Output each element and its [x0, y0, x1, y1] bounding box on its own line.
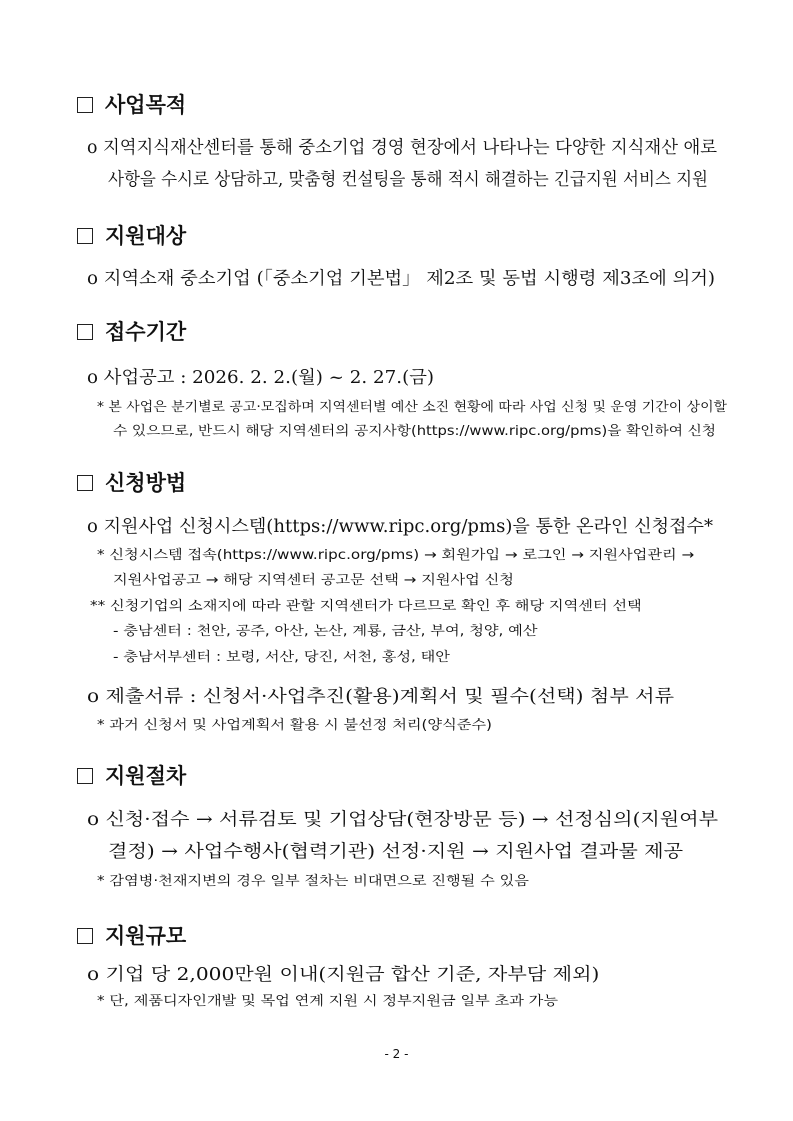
- checkbox-square-icon: [77, 475, 93, 491]
- section-title-period: 접수기간: [77, 318, 186, 346]
- purpose-line-1: o 지역지식재산센터를 통해 중소기업 경영 현장에서 나타나는 다양한 지식재산 애로: [87, 138, 717, 158]
- page-number: - 2 -: [384, 1047, 409, 1061]
- period-note-1: * 본 사업은 분기별로 공고·모집하며 지역센터별 예산 소진 현황에 따라 사업 신청 및 운영 기간이 상이할: [97, 400, 727, 415]
- period-note-2: 수 있으므로, 반드시 해당 지역센터의 공지사항(https://www.ripc.org/pms)을 확인하여 신청: [113, 424, 716, 439]
- method-line-1: o 지원사업 신청시스템(https://www.ripc.org/pms)을 통한 온라인 신청접수*: [87, 517, 713, 537]
- target-line-1: o 지역소재 중소기업 (「중소기업 기본법」 제2조 및 동법 시행령 제3조에 의거): [87, 269, 715, 289]
- section-title-method: 신청방법: [77, 469, 186, 497]
- purpose-line-2: 사항을 수시로 상담하고, 맞춤형 컨설팅을 통해 적시 해결하는 긴급지원 서비스 지원: [108, 170, 708, 190]
- method-note-5: - 충남서부센터 : 보령, 서산, 당진, 서천, 홍성, 태안: [113, 650, 450, 665]
- section-title-purpose: 사업목적: [77, 91, 186, 119]
- checkbox-square-icon: [77, 228, 93, 244]
- checkbox-square-icon: [77, 97, 93, 113]
- documents-line-1: o 제출서류 : 신청서·사업추진(활용)계획서 및 필수(선택) 첨부 서류: [87, 687, 674, 707]
- checkbox-square-icon: [77, 324, 93, 340]
- checkbox-square-icon: [77, 928, 93, 944]
- scale-line-1: o 기업 당 2,000만원 이내(지원금 합산 기준, 자부담 제외): [87, 965, 600, 985]
- section-title-procedure: 지원절차: [77, 762, 186, 790]
- documents-note-1: * 과거 신청서 및 사업계획서 활용 시 불선정 처리(양식준수): [97, 718, 492, 733]
- section-title-scale: 지원규모: [77, 922, 186, 950]
- section-title-target: 지원대상: [77, 222, 186, 250]
- method-note-2: 지원사업공고 → 해당 지역센터 공고문 선택 → 지원사업 신청: [113, 573, 514, 588]
- procedure-line-1: o 신청·접수 → 서류검토 및 기업상담(현장방문 등) → 선정심의(지원여부: [87, 810, 718, 830]
- procedure-note-1: * 감염병·천재지변의 경우 일부 절차는 비대면으로 진행될 수 있음: [97, 874, 529, 889]
- checkbox-square-icon: [77, 768, 93, 784]
- method-note-1: * 신청시스템 접속(https://www.ripc.org/pms) → 회원가입 → 로그인 → 지원사업관리 →: [97, 548, 695, 563]
- period-line-1: o 사업공고 : 2026. 2. 2.(월) ~ 2. 27.(금): [87, 368, 434, 388]
- scale-note-1: * 단, 제품디자인개발 및 목업 연계 지원 시 정부지원금 일부 초과 가능: [97, 994, 558, 1009]
- procedure-line-2: 결정) → 사업수행사(협력기관) 선정·지원 → 지원사업 결과물 제공: [108, 842, 684, 862]
- method-note-4: - 충남센터 : 천안, 공주, 아산, 논산, 계룡, 금산, 부여, 청양, 예산: [113, 624, 538, 639]
- method-note-3: ** 신청기업의 소재지에 따라 관할 지역센터가 다르므로 확인 후 해당 지역센터 선택: [90, 599, 642, 614]
